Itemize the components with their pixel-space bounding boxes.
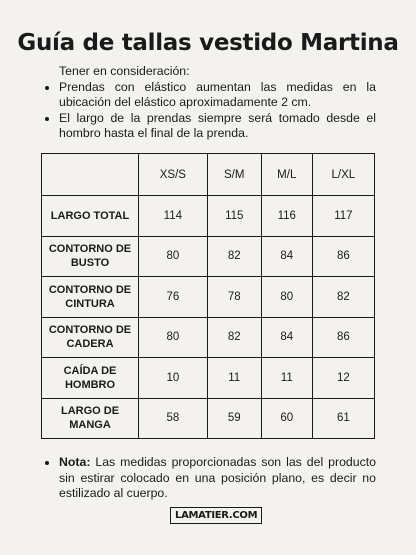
row-label: LARGO DE MANGA bbox=[42, 398, 139, 439]
table-header-row bbox=[42, 154, 375, 196]
table-cell: 80 bbox=[139, 236, 208, 277]
table-cell: 12 bbox=[312, 358, 374, 399]
table-header-size: S/M bbox=[207, 154, 261, 196]
table-cell: 82 bbox=[207, 317, 261, 358]
table-cell: 76 bbox=[139, 277, 208, 318]
table-cell: 10 bbox=[139, 358, 208, 399]
note-text: Las medidas proporcionadas son las del producto sin estirar colocado en una posición plano, es decir no estilizado al cuerpo. bbox=[59, 455, 376, 500]
size-table bbox=[41, 153, 375, 439]
note-item bbox=[59, 455, 376, 502]
table-cell: 117 bbox=[312, 196, 374, 237]
table-row bbox=[42, 236, 375, 277]
table-cell: 78 bbox=[207, 277, 261, 318]
table-row bbox=[42, 277, 375, 318]
note-section bbox=[46, 455, 376, 502]
intro-bullet: • Prendas con elástico aumentan las medidas en la ubicación del elástico aproximadamente 2 cm. bbox=[59, 80, 376, 111]
table-cell: 114 bbox=[139, 196, 208, 237]
row-label: CAÍDA DE HOMBRO bbox=[42, 358, 139, 399]
table-header-size: L/XL bbox=[312, 154, 374, 196]
intro-section bbox=[46, 64, 376, 142]
table-header-size: M/L bbox=[261, 154, 312, 196]
table-cell: 82 bbox=[312, 277, 374, 318]
table-cell: 86 bbox=[312, 317, 374, 358]
table-row bbox=[42, 398, 375, 439]
table-cell: 84 bbox=[261, 236, 312, 277]
table-cell: 82 bbox=[207, 236, 261, 277]
intro-lead: Tener en consideración: bbox=[59, 64, 190, 78]
table-cell: 116 bbox=[261, 196, 312, 237]
table-header-size: XS/S bbox=[139, 154, 208, 196]
brand-logo: LAMATIER.COM bbox=[170, 507, 262, 524]
table-cell: 86 bbox=[312, 236, 374, 277]
table-row bbox=[42, 196, 375, 237]
row-label: LARGO TOTAL bbox=[42, 196, 139, 237]
table-cell: 60 bbox=[261, 398, 312, 439]
table-cell: 58 bbox=[139, 398, 208, 439]
table-cell: 80 bbox=[261, 277, 312, 318]
table-cell: 80 bbox=[139, 317, 208, 358]
note-label: Nota: bbox=[59, 455, 91, 469]
intro-bullet: • El largo de la prendas siempre será tomado desde el hombro hasta el final de la prenda. bbox=[59, 111, 376, 142]
table-cell: 11 bbox=[261, 358, 312, 399]
row-label: CONTORNO DE CINTURA bbox=[42, 277, 139, 318]
page-title: Guía de tallas vestido Martina bbox=[17, 30, 399, 56]
table-row bbox=[42, 317, 375, 358]
table-cell: 59 bbox=[207, 398, 261, 439]
table-cell: 84 bbox=[261, 317, 312, 358]
table-row bbox=[42, 358, 375, 399]
intro-list bbox=[46, 80, 376, 142]
table-header-empty bbox=[42, 154, 139, 196]
row-label: CONTORNO DE BUSTO bbox=[42, 236, 139, 277]
row-label: CONTORNO DE CADERA bbox=[42, 317, 139, 358]
table-cell: 115 bbox=[207, 196, 261, 237]
note-list bbox=[46, 455, 376, 502]
table-cell: 61 bbox=[312, 398, 374, 439]
table-cell: 11 bbox=[207, 358, 261, 399]
